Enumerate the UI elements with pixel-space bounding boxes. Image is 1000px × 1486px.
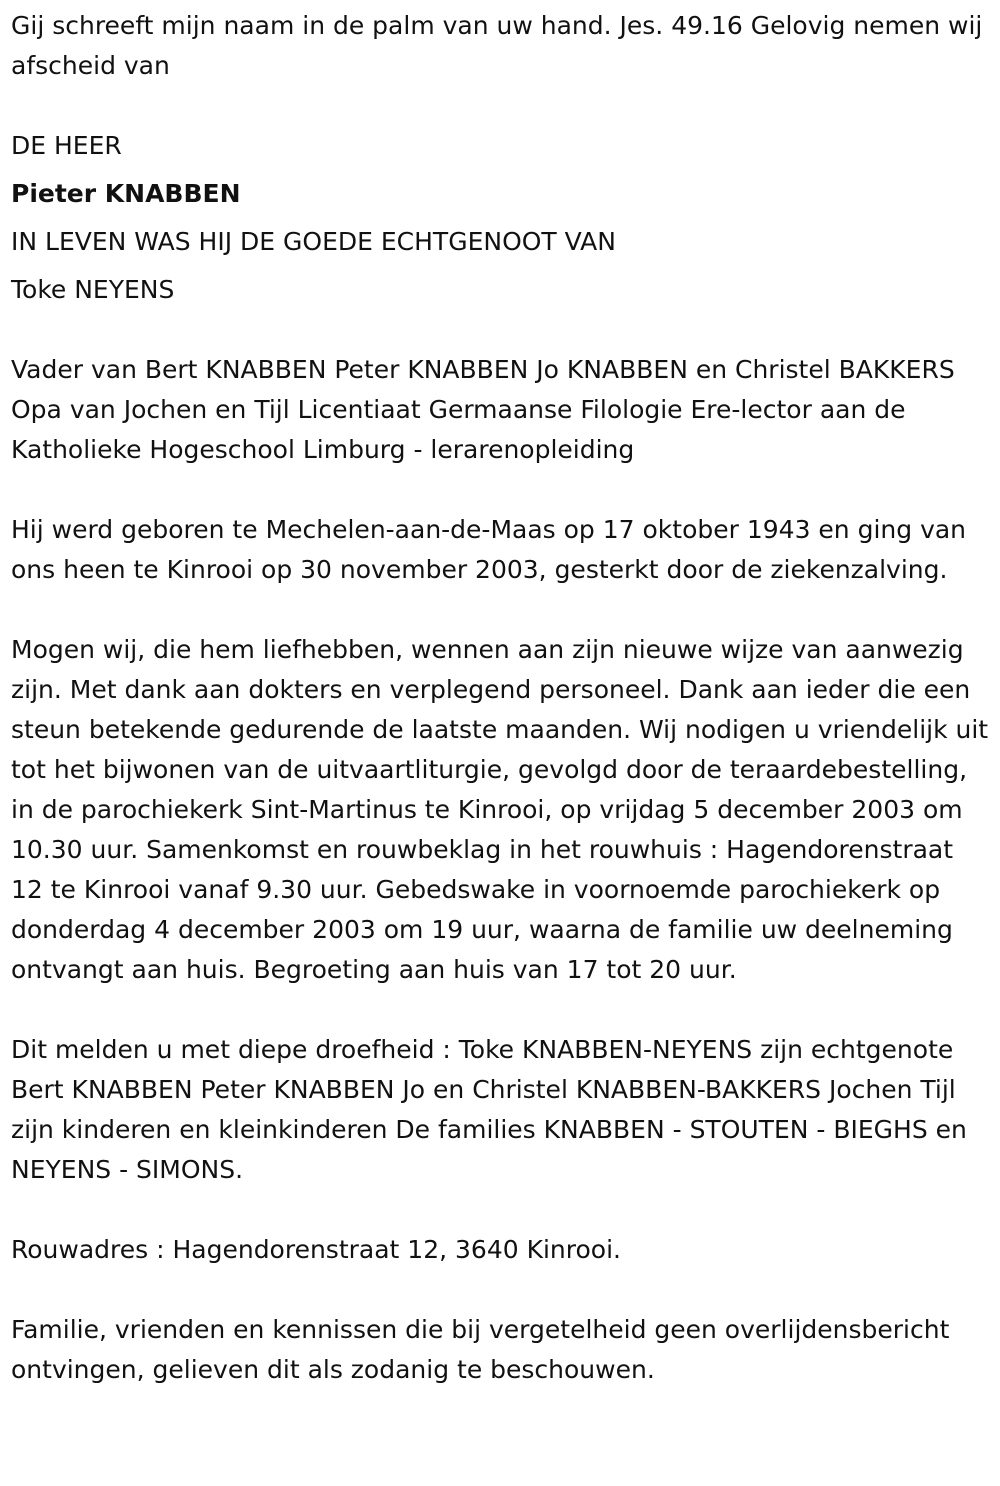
family-paragraph: Vader van Bert KNABBEN Peter KNABBEN Jo KNABBEN en Christel BAKKERS Opa van Jochen en Tijl Licentiaat Germaanse Filologie Ere-lector aan de Katholieke Hogeschool Limburg - lerarenopleiding [11,355,955,464]
announcement-paragraph: Dit melden u met diepe droefheid : Toke KNABBEN-NEYENS zijn echtgenote Bert KNABBEN Peter KNABBEN Jo en Christel KNABBEN-BAKKERS Jochen Tijl zijn kinderen en kleinkinderen De families KNABBEN - STOUTEN - BIEGHS en NEYENS - SIMONS. [11,1035,967,1184]
birth-paragraph: Hij werd geboren te Mechelen-aan-de-Maas op 17 oktober 1943 en ging van ons heen te Kinrooi op 30 november 2003, gesterkt door de ziekenzalving. [11,515,967,584]
address-paragraph: Rouwadres : Hagendorenstraat 12, 3640 Kinrooi. [11,1235,621,1264]
spouse-name: Toke NEYENS [11,275,175,304]
title-text: DE HEER [11,131,122,160]
service-paragraph: Mogen wij, die hem liefhebben, wennen aan zijn nieuwe wijze van aanwezig zijn. Met dank aan dokters en verplegend personeel. Dank aan ieder die een steun betekende gedurende de laatste maanden. Wij nodigen u vriendelijk uit tot het bijwonen van de uitvaartliturgie, gevolgd door de teraardebestelling, in de parochiekerk Sint-Martinus te Kinrooi, op vrijdag 5 december 2003 om 10.30 uur. Samenkomst en rouwbeklag in het rouwhuis : Hagendorenstraat 12 te Kinrooi vanaf 9.30 uur. Gebedswake in voornoemde parochiekerk op donderdag 4 december 2003 om 19 uur, waarna de familie uw deelneming ontvangt aan huis. Begroeting aan huis van 17 tot 20 uur. [11,635,989,984]
relation-text: IN LEVEN WAS HIJ DE GOEDE ECHTGENOOT VAN [11,227,616,256]
closing-paragraph: Familie, vrienden en kennissen die bij vergetelheid geen overlijdensbericht ontvingen, gelieven dit als zodanig te beschouwen. [11,1315,950,1384]
deceased-name: Pieter KNABBEN [11,179,241,208]
obituary-document [11,6,991,1390]
intro-text: Gij schreeft mijn naam in de palm van uw hand. Jes. 49.16 Gelovig nemen wij afscheid van [11,11,983,80]
